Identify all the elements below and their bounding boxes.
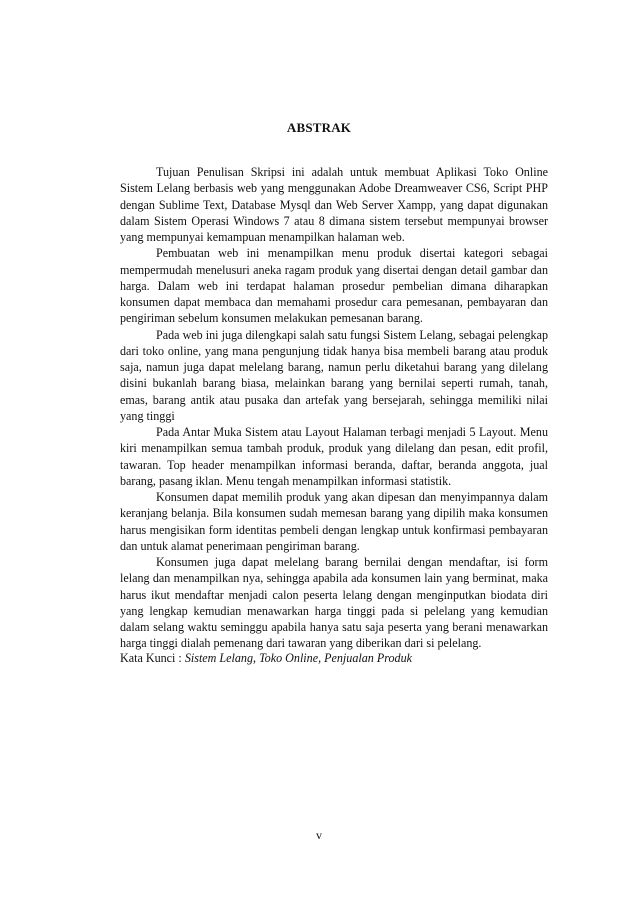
- page-number: v: [316, 828, 322, 842]
- abstract-paragraph-6: Konsumen juga dapat melelang barang bernilai dengan mendaftar, isi form lelang dan menampilkan nya, sehingga apabila ada konsumen lain yang berminat, maka harus ikut mendaftar menjadi calon peserta lelang dengan menginputkan biodata diri yang lengkap kemudian menawarkan harga tinggi pada si pelelang yang kemudian dalam selang waktu seminggu apabila hanya satu saja peserta yang berani menawarkan harga tinggi dialah pemenang dari tawaran yang diberikan dari si pelelang.: [120, 555, 548, 651]
- abstract-paragraph-4: Pada Antar Muka Sistem atau Layout Halaman terbagi menjadi 5 Layout. Menu kiri menampilkan semua tambah produk, produk yang dilelang dan pesan, edit profil, tawaran. Top header menampilkan informasi beranda, daftar, beranda anggota, jual barang, pasang iklan. Menu tengah menampilkan informasi statistik.: [120, 425, 548, 488]
- keywords-values: Sistem Lelang, Toko Online, Penjualan Produk: [184, 651, 413, 665]
- keywords-line: [120, 650, 548, 666]
- abstract-body: [120, 164, 548, 652]
- abstract-title: ABSTRAK: [286, 120, 352, 135]
- abstract-paragraph-5: Konsumen dapat memilih produk yang akan dipesan dan menyimpannya dalam keranjang belanja. Bila konsumen sudah memesan barang yang dipilih maka konsumen harus mengisikan form identitas pembeli dengan lengkap untuk konfirmasi pembayaran dan untuk alamat penerimaan pengiriman barang.: [120, 490, 548, 553]
- abstract-paragraph-3: Pada web ini juga dilengkapi salah satu fungsi Sistem Lelang, sebagai pelengkap dari toko online, yang mana pengunjung tidak hanya bisa membeli barang atau produk saja, namun juga dapat melelang barang, namun perlu diketahui barang yang dilelang disini bukanlah barang biasa, melainkan barang yang bernilai seperti rumah, tanah, emas, barang antik atau pusaka dan artefak yang bersejarah, sehingga memiliki nilai yang tinggi: [120, 327, 548, 423]
- keywords-label: Kata Kunci :: [120, 651, 182, 665]
- abstract-paragraph-1: Tujuan Penulisan Skripsi ini adalah untuk membuat Aplikasi Toko Online Sistem Lelang berbasis web yang menggunakan Adobe Dreamweaver CS6, Script PHP dengan Sublime Text, Database Mysql dan Web Server Xampp, yang dapat digunakan dalam Sistem Operasi Windows 7 atau 8 dimana sistem tersebut mempunyai browser yang mempunyai kemampuan menampilkan halaman web.: [120, 165, 548, 244]
- abstract-paragraph-2: Pembuatan web ini menampilkan menu produk disertai kategori sebagai mempermudah menelusuri aneka ragam produk yang disertai dengan detail gambar dan harga. Dalam web ini terdapat halaman prosedur pembelian dimana diharapkan konsumen dapat membaca dan memahami prosedur cara pemesanan, pembayaran dan pengiriman sebelum konsumen melakukan pemesanan barang.: [120, 246, 548, 326]
